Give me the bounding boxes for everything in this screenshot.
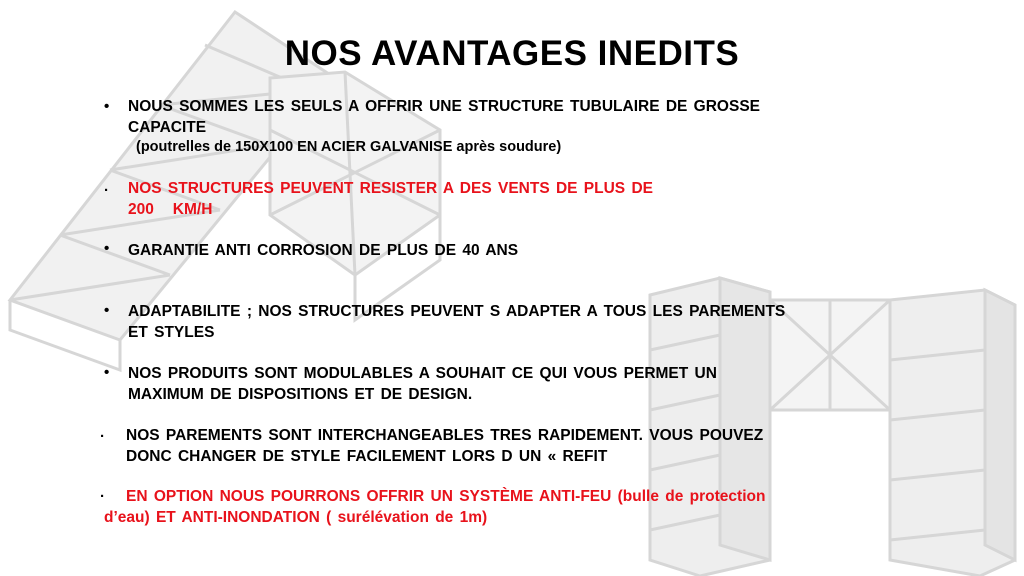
bullet-marker: • xyxy=(104,302,110,319)
item-line: NOS PAREMENTS SONT INTERCHANGEABLES TRES RAPIDEMENT. VOUS POUVEZ xyxy=(126,427,764,444)
bullet-marker: • xyxy=(104,240,110,257)
advantage-item-capacity-detail: (poutrelles de 150X100 EN ACIER GALVANISE après soudure) xyxy=(136,139,562,155)
item-line: GARANTIE ANTI CORROSION DE PLUS DE 40 ANS xyxy=(128,242,519,259)
advantage-item-fire-flood-option xyxy=(104,486,765,528)
item-line: d’eau) ET ANTI-INONDATION ( surélévation de 1m) xyxy=(104,509,488,526)
item-line: 200 KM/H xyxy=(128,201,213,218)
item-line: DONC CHANGER DE STYLE FACILEMENT LORS D UN « REFIT xyxy=(126,448,608,465)
item-line: CAPACITE xyxy=(128,119,207,136)
advantage-item-capacity xyxy=(128,96,760,138)
bullet-marker: • xyxy=(104,98,110,115)
item-line: NOS STRUCTURES PEUVENT RESISTER A DES VENTS DE PLUS DE xyxy=(128,180,653,197)
bullet-marker: . xyxy=(104,178,109,195)
item-line: EN OPTION NOUS POURRONS OFFRIR UN SYSTÈME ANTI-FEU (bulle de protection xyxy=(126,488,766,505)
item-line: MAXIMUM DE DISPOSITIONS ET DE DESIGN. xyxy=(128,386,473,403)
advantage-item-modularity xyxy=(128,363,717,405)
item-line: ET STYLES xyxy=(128,324,215,341)
advantage-item-anti-corrosion xyxy=(128,240,518,261)
bullet-marker: • xyxy=(104,364,110,381)
advantage-item-wind-resistance xyxy=(128,178,653,220)
bullet-marker: . xyxy=(100,424,105,441)
item-line: ADAPTABILITE ; NOS STRUCTURES PEUVENT S ADAPTER A TOUS LES PAREMENTS xyxy=(128,303,786,320)
slide-title: NOS AVANTAGES INEDITS xyxy=(284,34,740,73)
item-line: NOS PRODUITS SONT MODULABLES A SOUHAIT CE QUI VOUS PERMET UN xyxy=(128,365,717,382)
advantage-item-adaptability xyxy=(128,301,785,343)
item-line: NOUS SOMMES LES SEULS A OFFRIR UNE STRUCTURE TUBULAIRE DE GROSSE xyxy=(128,98,761,115)
advantage-item-interchangeable-facings xyxy=(126,425,763,467)
bullet-marker: . xyxy=(100,484,105,501)
